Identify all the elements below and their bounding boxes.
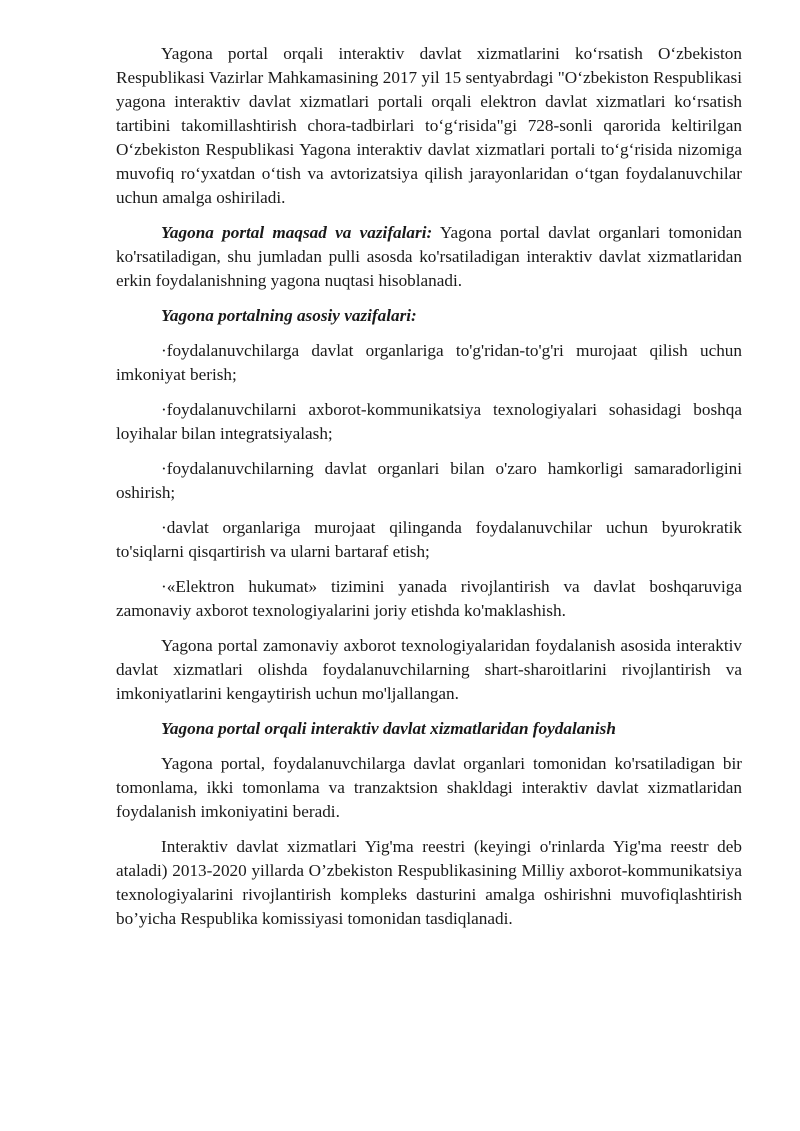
bullet-item: ·foydalanuvchilarga davlat organlariga to'g'ridan-to'g'ri murojaat qilish uchun imkoniyat berish; (116, 341, 742, 384)
bullet-item: ·davlat organlariga murojaat qilinganda foydalanuvchilar uchun byurokratik to'siqlarni qisqartirish va ularni bartaraf etish; (116, 518, 742, 561)
paragraph-services: Yagona portal, foydalanuvchilarga davlat organlari tomonidan ko'rsatiladigan bir tomonlama, ikki tomonlama va tranzaktsion shakldagi interaktiv davlat xizmatlaridan foydalanish imkoniyatini beradi. (116, 754, 742, 821)
heading-using-services: Yagona portal orqali interaktiv davlat xizmatlaridan foydalanish (161, 719, 616, 738)
paragraph-registry: Interaktiv davlat xizmatlari Yig'ma reestri (keyingi o'rinlarda Yig'ma reestr deb ataladi) 2013-2020 yillarda O’zbekiston Respublikasining Milliy axborot-kommunikatsiya texnologiyalarini rivojlantirish kompleks dasturini amalga oshirishni muvofiqlashtirish bo’yicha Respublika komissiyasi tomonidan tasdiqlanadi. (116, 837, 742, 928)
bullet-item: ·foydalanuvchilarni axborot-kommunikatsiya texnologiyalari sohasidagi boshqa loyihalar bilan integratsiyalash; (116, 400, 742, 443)
goals-lead: Yagona portal maqsad va vazifalari: (161, 223, 433, 242)
paragraph-purpose: Yagona portal zamonaviy axborot texnologiyalaridan foydalanish asosida interaktiv davlat xizmatlari olishda foydalanuvchilarning shart-sharoitlarini rivojlantirish va imkoniyatlarini kengaytirish uchun mo'ljallangan. (116, 636, 742, 703)
heading-main-tasks: Yagona portalning asosiy vazifalari: (161, 306, 417, 325)
paragraph-goals (116, 221, 742, 293)
goals-text: Yagona portal davlat organlari tomonidan ko'rsatiladigan, shu jumladan pulli asosda ko'rsatiladigan interaktiv davlat xizmatlaridan erkin foydalanishning yagona nuqtasi hisoblanadi. (116, 223, 743, 290)
bullet-item: ·«Elektron hukumat» tizimini yanada rivojlantirish va davlat boshqaruviga zamonaviy axborot texnologiyalarini joriy etishda ko'maklashish. (116, 577, 742, 620)
paragraph-intro: Yagona portal orqali interaktiv davlat xizmatlarini ko‘rsatish O‘zbekiston Respublikasi Vazirlar Mahkamasining 2017 yil 15 sentyabrdagi "O‘zbekiston Respublikasi yagona interaktiv davlat xizmatlari portali orqali elektron davlat xizmatlari ko‘rsatish tartibini takomillashtirish chora-tadbirlari to‘g‘risida"gi 728-sonli qarorida keltirilgan O‘zbekiston Respublikasi Yagona interaktiv davlat xizmatlari portali to‘g‘risida nizomiga muvofiq ro‘yxatdan o‘tish va avtorizatsiya qilish jarayonlaridan o‘tgan foydalanuvchilar uchun amalga oshiriladi. (116, 44, 742, 207)
bullet-item: ·foydalanuvchilarning davlat organlari bilan o'zaro hamkorligi samaradorligini oshirish; (116, 459, 742, 502)
